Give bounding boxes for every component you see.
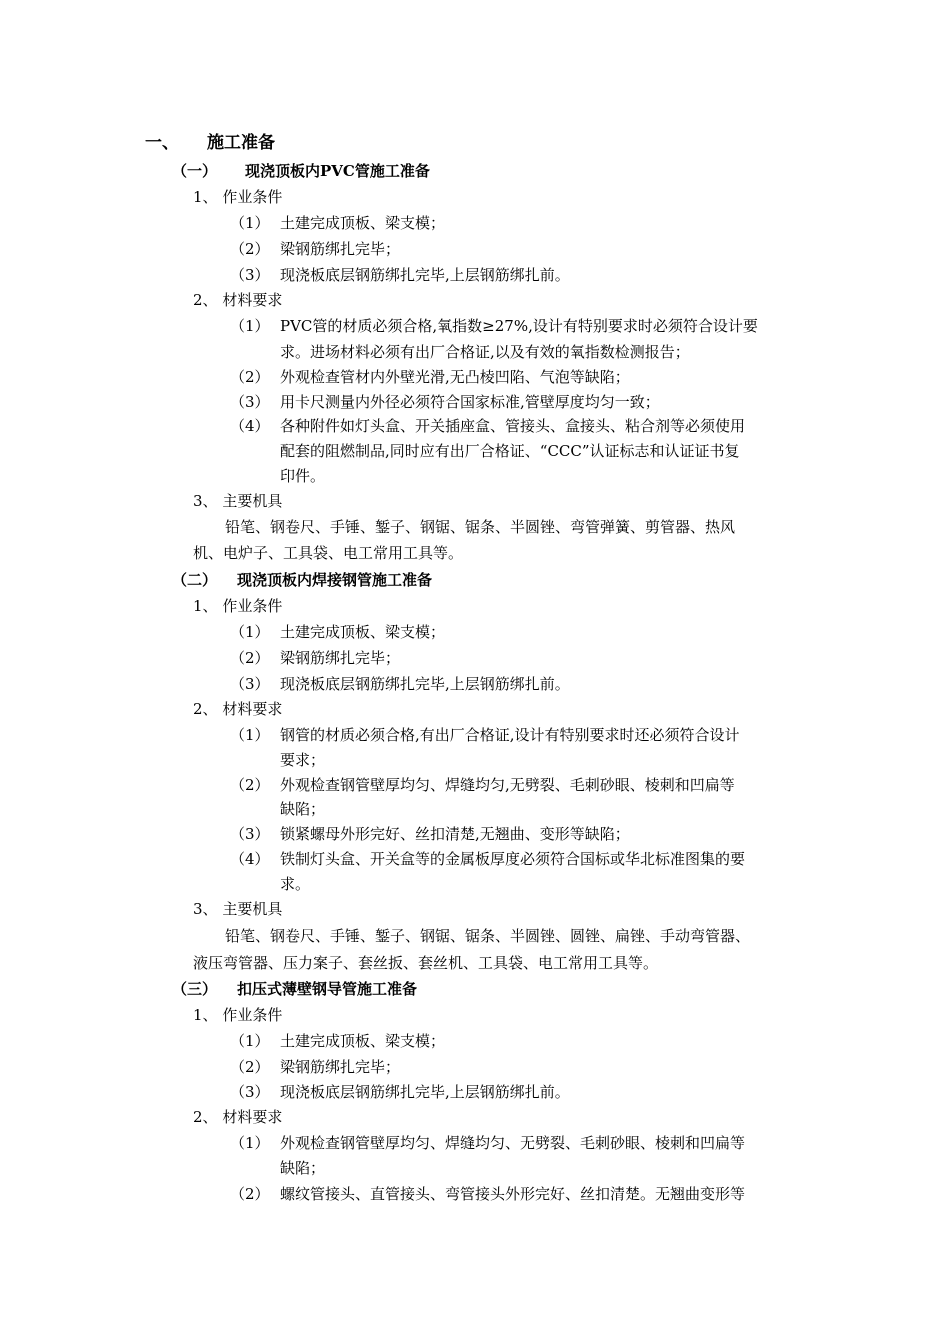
clause-title: 作业条件 bbox=[222, 188, 283, 206]
list-item-number: （2） bbox=[230, 1058, 270, 1076]
list-item-number: （3） bbox=[230, 266, 270, 284]
list-item-text: PVC管的材质必须合格,氧指数≥27%,设计有特别要求时必须符合设计要 bbox=[280, 317, 758, 335]
list-item-number: （3） bbox=[230, 825, 270, 843]
list-item-text: 配套的阻燃制品,同时应有出厂合格证、“CCC”认证标志和认证证书复 bbox=[280, 442, 740, 460]
clause-heading bbox=[193, 596, 282, 616]
list-item-text: 梁钢筋绑扎完毕； bbox=[280, 649, 401, 667]
clause-heading bbox=[193, 1107, 282, 1127]
list-item-text: 梁钢筋绑扎完毕； bbox=[280, 1058, 401, 1076]
subsection-number: （二） bbox=[172, 571, 218, 589]
list-item-number: （2） bbox=[230, 240, 270, 258]
subsection-heading bbox=[172, 161, 430, 181]
list-item-number: （1） bbox=[230, 726, 270, 744]
subsection-number: （一） bbox=[172, 162, 218, 180]
list-item-number: （1） bbox=[230, 214, 270, 232]
clause-title: 材料要求 bbox=[222, 1108, 283, 1126]
paragraph-line: 铅笔、钢卷尺、手锤、錾子、钢锯、锯条、半圆锉、弯管弹簧、剪管器、热风 bbox=[225, 518, 736, 536]
clause-title: 作业条件 bbox=[222, 1006, 283, 1024]
subsection-heading bbox=[172, 570, 432, 590]
list-item-text: 土建完成顶板、梁支模； bbox=[280, 214, 446, 232]
clause-title: 主要机具 bbox=[222, 900, 283, 918]
clause-number: 1、 bbox=[193, 188, 218, 206]
list-item-number: （3） bbox=[230, 1083, 270, 1101]
list-item-number: （4） bbox=[230, 850, 270, 868]
clause-number: 2、 bbox=[193, 700, 218, 718]
section-number: 一、 bbox=[145, 133, 179, 153]
clause-number: 1、 bbox=[193, 597, 218, 615]
list-item-text: 钢管的材质必须合格,有出厂合格证,设计有特别要求时还必须符合设计 bbox=[280, 726, 740, 744]
list-item-text: 现浇板底层钢筋绑扎完毕,上层钢筋绑扎前。 bbox=[280, 266, 570, 284]
clause-number: 1、 bbox=[193, 1006, 218, 1024]
list-item-text: 外观检查钢管壁厚均匀、焊缝均匀、无劈裂、毛刺砂眼、棱刺和凹扁等 bbox=[280, 1134, 746, 1152]
list-item-text: 梁钢筋绑扎完毕； bbox=[280, 240, 401, 258]
list-item-number: （2） bbox=[230, 368, 270, 386]
list-item-number: （1） bbox=[230, 1134, 270, 1152]
subsection-heading bbox=[172, 979, 417, 999]
list-item-text: 求。 bbox=[280, 875, 311, 893]
list-item-text: 锁紧螺母外形完好、丝扣清楚,无翘曲、变形等缺陷； bbox=[280, 825, 630, 843]
list-item-text: 要求； bbox=[280, 751, 326, 769]
list-item-text: 土建完成顶板、梁支模； bbox=[280, 1032, 446, 1050]
list-item-number: （4） bbox=[230, 417, 270, 435]
clause-title: 材料要求 bbox=[222, 700, 283, 718]
list-item-text: 外观检查管材内外壁光滑,无凸棱凹陷、气泡等缺陷； bbox=[280, 368, 630, 386]
clause-number: 2、 bbox=[193, 291, 218, 309]
list-item-number: （2） bbox=[230, 1185, 270, 1203]
list-item-text: 铁制灯头盒、开关盒等的金属板厚度必须符合国标或华北标准图集的要 bbox=[280, 850, 746, 868]
list-item-number: （3） bbox=[230, 675, 270, 693]
clause-heading bbox=[193, 899, 282, 919]
clause-title: 主要机具 bbox=[222, 492, 283, 510]
list-item-text: 土建完成顶板、梁支模； bbox=[280, 623, 446, 641]
subsection-title: 扣压式薄壁钢导管施工准备 bbox=[237, 980, 418, 998]
list-item-number: （3） bbox=[230, 393, 270, 411]
paragraph-line: 铅笔、钢卷尺、手锤、錾子、钢锯、锯条、半圆锉、圆锉、扁锉、手动弯管器、 bbox=[225, 927, 751, 945]
subsection-title: 现浇顶板内PVC管施工准备 bbox=[245, 162, 430, 180]
section-title: 施工准备 bbox=[207, 133, 275, 153]
clause-heading bbox=[193, 1005, 282, 1025]
clause-heading bbox=[193, 491, 282, 511]
paragraph-line: 机、电炉子、工具袋、电工常用工具等。 bbox=[193, 544, 464, 562]
clause-number: 3、 bbox=[193, 900, 218, 918]
list-item-text: 用卡尺测量内外径必须符合国家标准,管壁厚度均匀一致； bbox=[280, 393, 660, 411]
list-item-text: 缺陷； bbox=[280, 800, 326, 818]
list-item-text: 缺陷； bbox=[280, 1159, 326, 1177]
list-item-number: （1） bbox=[230, 317, 270, 335]
paragraph-line: 液压弯管器、压力案子、套丝扳、套丝机、工具袋、电工常用工具等。 bbox=[193, 954, 659, 972]
list-item-text: 外观检查钢管壁厚均匀、焊缝均匀,无劈裂、毛刺砂眼、棱刺和凹扁等 bbox=[280, 776, 735, 794]
subsection-title: 现浇顶板内焊接钢管施工准备 bbox=[237, 571, 433, 589]
list-item-number: （1） bbox=[230, 623, 270, 641]
list-item-text: 螺纹管接头、直管接头、弯管接头外形完好、丝扣清楚。无翘曲变形等 bbox=[280, 1185, 746, 1203]
list-item-number: （2） bbox=[230, 649, 270, 667]
section-heading bbox=[145, 133, 275, 153]
subsection-number: （三） bbox=[172, 980, 218, 998]
clause-title: 材料要求 bbox=[222, 291, 283, 309]
list-item-text: 现浇板底层钢筋绑扎完毕,上层钢筋绑扎前。 bbox=[280, 1083, 570, 1101]
clause-heading bbox=[193, 699, 282, 719]
clause-heading bbox=[193, 187, 282, 207]
list-item-text: 求。进场材料必须有出厂合格证,以及有效的氧指数检测报告； bbox=[280, 343, 690, 361]
list-item-text: 印件。 bbox=[280, 467, 326, 485]
clause-heading bbox=[193, 290, 282, 310]
clause-title: 作业条件 bbox=[222, 597, 283, 615]
clause-number: 2、 bbox=[193, 1108, 218, 1126]
list-item-number: （2） bbox=[230, 776, 270, 794]
list-item-number: （1） bbox=[230, 1032, 270, 1050]
list-item-text: 现浇板底层钢筋绑扎完毕,上层钢筋绑扎前。 bbox=[280, 675, 570, 693]
clause-number: 3、 bbox=[193, 492, 218, 510]
list-item-text: 各种附件如灯头盒、开关插座盒、管接头、盒接头、粘合剂等必须使用 bbox=[280, 417, 746, 435]
